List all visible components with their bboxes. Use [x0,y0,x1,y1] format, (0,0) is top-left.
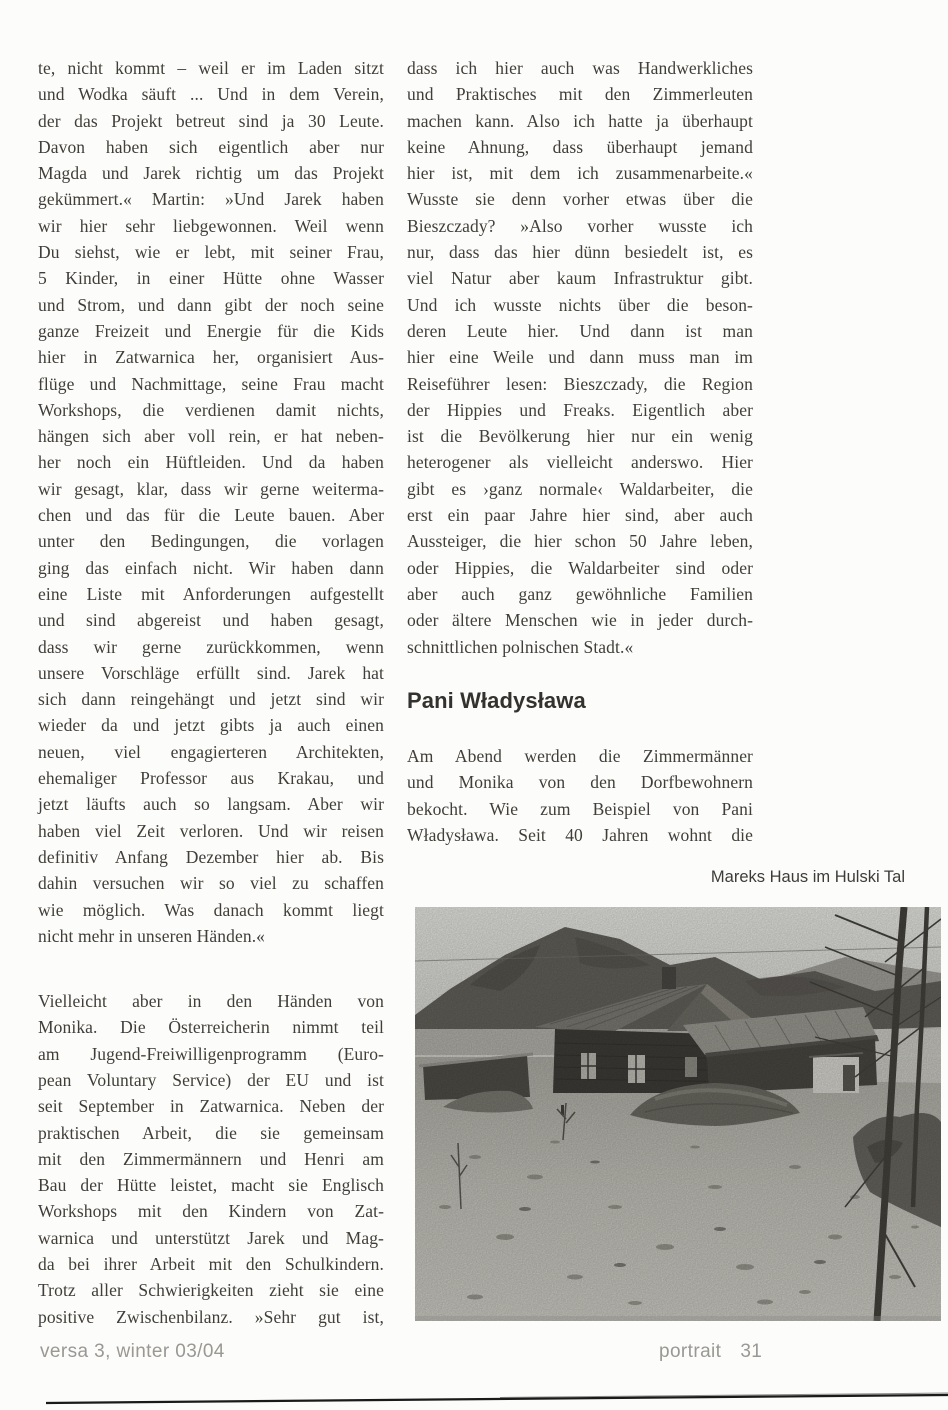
page-scan-edge [0,1390,948,1408]
text-line: Aussteiger, die hier schon 50 Jahre leben, [407,531,753,552]
text-line: definitiv Anfang Dezember hier ab. Bis [38,846,384,867]
text-line: nicht mehr in unseren Händen.« [38,925,266,946]
photo-illustration [415,907,941,1321]
body-paragraph [38,55,384,949]
text-line: Und ich wusste nichts über die beson- [407,294,753,315]
body-paragraph [407,743,753,848]
section-heading: Pani Władysława [407,688,586,713]
photo-bottom-edge [415,1316,941,1321]
body-paragraph [38,988,384,1330]
text-line: ehemaliger Professor aus Krakau, und [38,768,384,789]
text-line: neuen, viel engagierteren Architekten, [38,741,384,762]
text-line: dass wir gerne zurückkommen, wenn [38,636,384,657]
footer-section-page [659,1341,762,1363]
text-line: flüge und Nachmittage, seine Frau macht [38,373,384,394]
right-column-bottom-text [407,743,753,848]
text-line: pean Voluntary Service) der EU und ist [38,1069,384,1090]
text-line: oder Hippies, die Waldarbeiter sind oder [407,557,753,578]
body-paragraph [407,55,753,660]
text-line: hier eine Weile und dann muss man im [407,347,753,368]
text-line: mit den Zimmermännern und Henri am [38,1148,384,1169]
text-line: eine Liste mit Anforderungen aufgestellt [38,583,384,604]
text-line: Bau der Hütte leistet, macht sie Englisch [38,1175,384,1196]
text-line: Magda und Jarek richtig um das Projekt [38,163,384,184]
text-line: bekocht. Wie zum Beispiel von Pani [407,798,753,819]
text-line: te, nicht kommt – weil er im Laden sitzt [38,58,384,78]
text-line: hängen sich aber voll rein, er hat neben- [38,426,384,447]
text-line: heterogener als vielleicht anderswo. Hier [407,452,753,473]
text-line: Workshops mit den Kindern von Zat- [38,1201,384,1222]
left-text-column [38,55,384,1330]
text-line: Bieszczady? »Also vorher wusste ich [407,215,753,236]
text-line: Monika. Die Österreicherin nimmt teil [38,1017,384,1038]
text-line: ist die Bevölkerung hier nur ein wenig [407,426,753,447]
text-line: 5 Kinder, in einer Hütte ohne Wasser [38,268,384,289]
text-line: wieder da und jetzt gibts ja auch einen [38,715,384,736]
text-line: hier in Zatwarnica her, organisiert Aus- [38,347,384,368]
text-line: unter den Bedingungen, die vorlagen [38,531,384,552]
photo-caption: Mareks Haus im Hulski Tal [710,868,905,886]
text-line: wir hier sehr liebgewonnen. Weil wenn [38,215,384,236]
text-line: dass ich hier auch was Handwerkliches [407,58,753,78]
text-line: ganze Freizeit und Energie für die Kids [38,320,384,341]
footer-page-number: 31 [740,1341,763,1362]
text-line: der das Projekt betreut sind ja 30 Leute. [38,110,384,131]
text-line: und Monika von den Dorfbewohnern [407,772,753,793]
footer-issue: versa 3, winter 03/04 [40,1341,225,1362]
text-line: wie möglich. Was danach kommt liegt [38,899,384,920]
text-line: praktischen Arbeit, die sie gemeinsam [38,1122,384,1143]
text-line: chen und das für die Leute bauen. Aber [38,505,384,526]
footer-section-label: portrait [659,1341,722,1362]
text-line: unsere Vorschläge erfüllt sind. Jarek hat [38,662,384,683]
text-line: der Hippies und Freaks. Eigentlich aber [407,399,753,420]
text-line: und Wodka säuft ... Und in dem Verein, [38,84,384,105]
text-line: Du siehst, wie er lebt, mit seiner Frau, [38,242,384,263]
text-line: sich dann reingehängt und jetzt sind wir [38,689,384,710]
right-text-column [407,55,753,845]
text-line: da bei ihrer Arbeit mit den Schulkindern. [38,1254,384,1275]
text-line: gibt es ›ganz normale‹ Waldarbeiter, die [407,478,753,499]
text-line: seit September in Zatwarnica. Neben der [38,1096,384,1117]
photo-grain [415,907,941,1321]
text-line: Workshops, die verdienen damit nichts, [38,399,384,420]
text-line: machen kann. Also ich hatte ja überhaupt [407,110,753,131]
text-line: Am Abend werden die Zimmermänner [407,746,753,766]
text-line: dahin versuchen wir so viel zu schaffen [38,873,384,894]
text-line: ging das einfach nicht. Wir haben dann [38,557,384,578]
text-line: aber auch ganz gewöhnliche Familien [407,583,753,604]
text-line: Wusste sie denn vorher etwas über die [407,189,753,210]
text-line: positive Zwischenbilanz. »Sehr gut ist, [38,1306,384,1327]
text-line: nur, dass das hier dünn besiedelt ist, es [407,242,753,263]
text-line: gekümmert.« Martin: »Und Jarek haben [38,189,384,210]
text-line: am Jugend-Freiwilligenprogramm (Euro- [38,1043,384,1064]
text-line: Władysława. Seit 40 Jahren wohnt die [407,824,753,845]
text-line: schnittlichen polnischen Stadt.« [407,636,634,657]
text-line: keine Ahnung, dass überhaupt jemand [407,136,753,157]
text-line: Trotz aller Schwierigkeiten zieht sie eine [38,1280,384,1301]
text-line: deren Leute hier. Und dann ist man [407,320,753,341]
text-line: erst ein paar Jahre hier sind, aber auch [407,505,753,526]
text-line: Davon haben sich eigentlich aber nur [38,136,384,157]
text-line: viel Natur aber kaum Infrastruktur gibt. [407,268,753,289]
text-line: her noch ein Hüftleiden. Und da haben [38,452,384,473]
text-line: wir gesagt, klar, dass wir gerne weiterma- [38,478,384,499]
text-line: und sind abgereist und haben gesagt, [38,610,384,631]
text-line: und Strom, und dann gibt der noch seine [38,294,384,315]
text-line: jetzt läufts auch so langsam. Aber wir [38,794,384,815]
text-line: oder ältere Menschen wie in jeder durch- [407,610,753,631]
text-line: warnica und unterstützt Jarek und Mag- [38,1227,384,1248]
text-line: haben viel Zeit verloren. Und wir reisen [38,820,384,841]
article-photo [415,907,941,1321]
text-line: Reiseführer lesen: Bieszczady, die Region [407,373,753,394]
text-line: Vielleicht aber in den Händen von [38,991,384,1012]
text-line: hier ist, mit dem ich zusammenarbeite.« [407,163,753,184]
text-line: und Praktisches mit den Zimmerleuten [407,84,753,105]
right-column-top-text [407,55,753,660]
